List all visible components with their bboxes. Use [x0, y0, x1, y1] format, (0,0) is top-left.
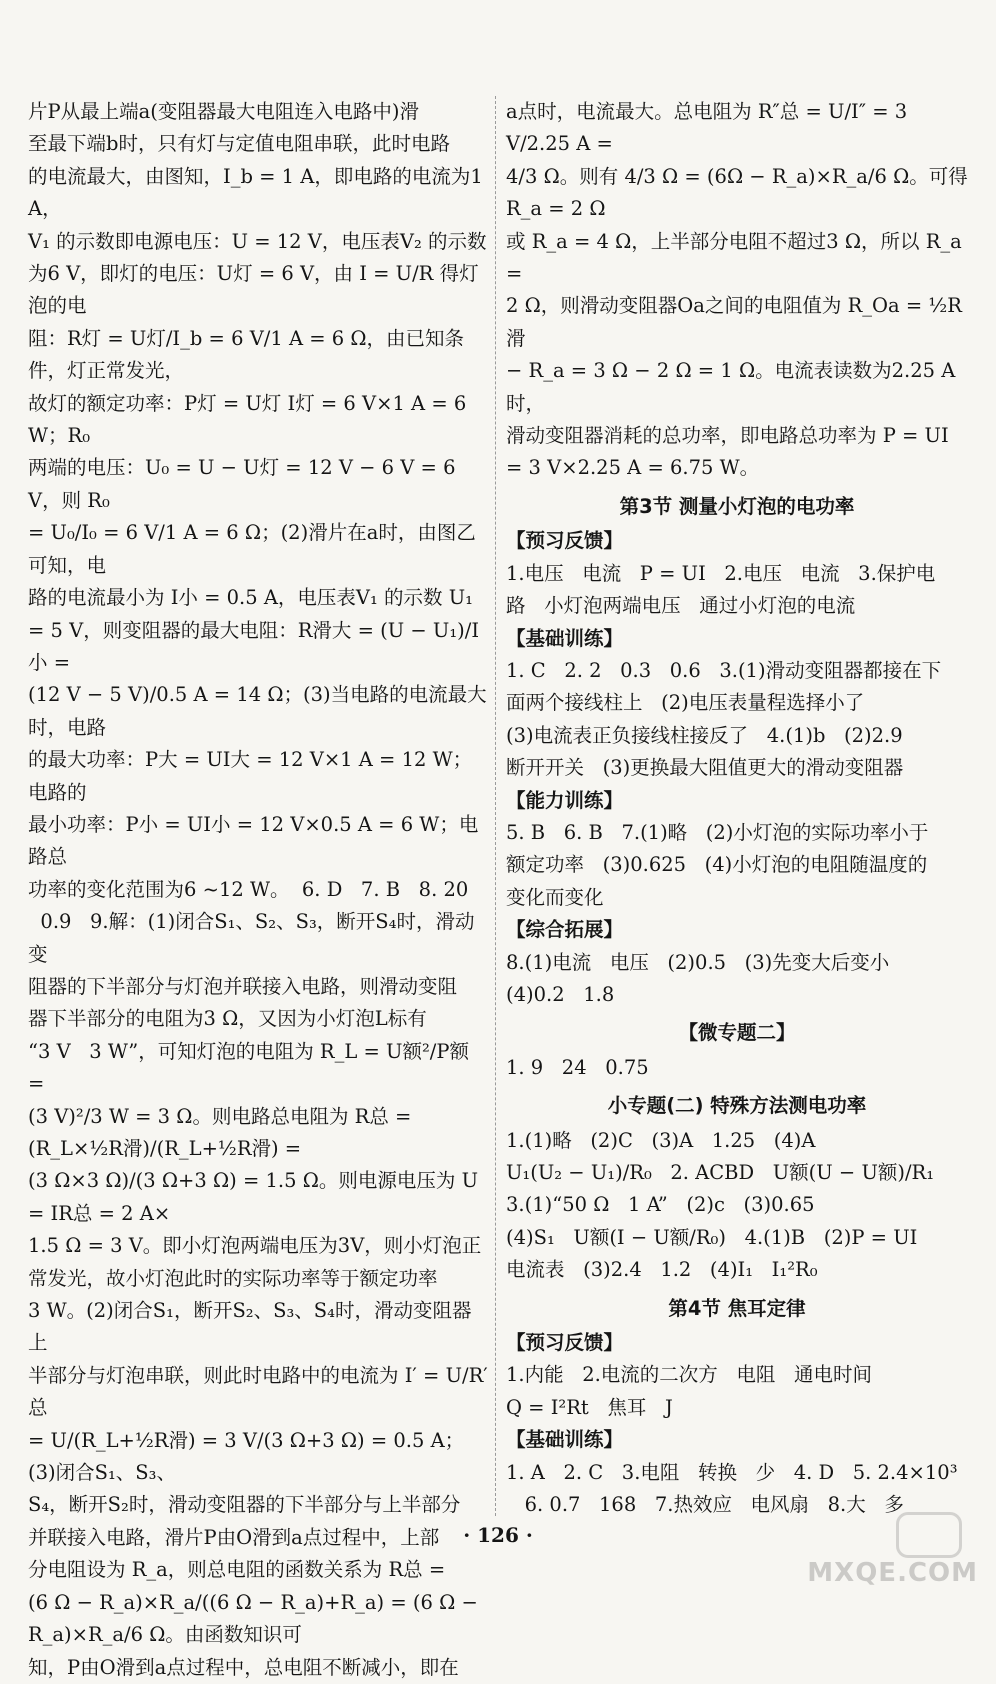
answer-line: 最小功率：P小 = UI小 = 12 V×0.5 A = 6 W；电路总	[28, 812, 479, 869]
answer-line: 1.电压 电流 P = UI 2.电压 电流 3.保护电	[506, 561, 936, 585]
answer-line: 变化而变化	[506, 885, 604, 909]
answer-line: 4/3 Ω。则有 4/3 Ω = (6Ω − R_a)×R_a/6 Ω。可得 R_a = 2 Ω	[506, 164, 974, 221]
s4-preview-answers	[506, 1359, 968, 1424]
answer-line: 电流表 (3)2.4 1.2 (4)I₁ I₁²R₀	[506, 1258, 818, 1282]
answer-line: 故灯的额定功率：P灯 = U灯 I灯 = 6 V×1 A = 6 W；R₀	[28, 391, 473, 448]
answer-line: (4)S₁ U额(I − U额/R₀) 4.(1)B (2)P = UI	[506, 1225, 918, 1249]
answer-line: 3.(1)“50 Ω 1 A” (2)c (3)0.65	[506, 1193, 815, 1217]
answer-line: (3)电流表正负接线柱接反了 4.(1)b (2)2.9	[506, 723, 903, 747]
answer-line: 或 R_a = 4 Ω，上半部分电阻不超过3 Ω，所以 R_a =	[506, 229, 968, 286]
answer-line: 知，P由O滑到a点过程中，总电阻不断减小，即在	[28, 1655, 459, 1679]
answer-line: 0.9 9.解：(1)闭合S₁、S₂、S₃，断开S₄时，滑动变	[28, 910, 475, 966]
answer-line: 面两个接线柱上 (2)电压表量程选择小了	[506, 691, 865, 715]
micro-topic-answers	[506, 1052, 968, 1084]
section-3-title: 第3节 测量小灯泡的电功率	[619, 494, 855, 518]
answer-line: 分电阻设为 R_a，则总电阻的函数关系为 R总 =	[28, 1558, 446, 1582]
answer-line: 并联接入电路，滑片P由O滑到a点过程中，上部	[28, 1525, 440, 1549]
small-topic-answers	[506, 1125, 968, 1287]
answer-line: 片P从最上端a(变阻器最大电阻连入电路中)滑	[28, 100, 419, 123]
answer-line: 1.(1)略 (2)C (3)A 1.25 (4)A	[506, 1128, 816, 1152]
answer-line: (4)0.2 1.8	[506, 982, 615, 1006]
s3-extension-answers	[506, 947, 968, 1012]
answer-line: = U₀/I₀ = 6 V/1 A = 6 Ω；(2)滑片在a时，由图乙可知，电	[28, 521, 476, 577]
answer-line: Q = I²Rt 焦耳 J	[506, 1395, 673, 1419]
answer-line: 1.5 Ω = 3 V。即小灯泡两端电压为3V，则小灯泡正	[28, 1234, 482, 1258]
answer-line: 常发光，故小灯泡此时的实际功率等于额定功率	[28, 1266, 438, 1290]
answer-line: 滑动变阻器消耗的总功率，即电路总功率为 P = UI	[506, 424, 949, 448]
answer-line: 1.内能 2.电流的二次方 电阻 通电时间	[506, 1363, 872, 1387]
right-intro-text	[506, 96, 974, 485]
answer-line: = 5 V，则变阻器的最大电阻：R滑大 = (U − U₁)/I小 =	[28, 618, 480, 674]
s3-extension-tag: 【综合拓展】	[506, 918, 624, 942]
answer-line: 路的电流最小为 I小 = 0.5 A，电压表V₁ 的示数 U₁	[28, 586, 473, 610]
watermark-text: MXQE.COM	[807, 1558, 978, 1588]
answer-line: − R_a = 3 Ω − 2 Ω = 1 Ω。电流表读数为2.25 A时，	[506, 359, 956, 415]
answer-line: “3 V 3 W”，可知灯泡的电阻为 R_L = U额²/P额 =	[28, 1039, 476, 1096]
s3-basic-tag: 【基础训练】	[506, 626, 624, 650]
answer-line: 5. B 6. B 7.(1)略 (2)小灯泡的实际功率小于	[506, 820, 929, 844]
answer-line: (3 Ω×3 Ω)/(3 Ω+3 Ω) = 1.5 Ω。则电源电压为 U = IR总 = 2 A×	[28, 1169, 485, 1225]
answer-line: 至最下端b时，只有灯与定值电阻串联，此时电路	[28, 132, 450, 156]
answer-line: 为6 V，即灯的电压：U灯 = 6 V，由 I = U/R 得灯泡的电	[28, 262, 479, 318]
micro-topic-title: 【微专题二】	[678, 1021, 796, 1045]
answer-line: 路 小灯泡两端电压 通过小灯泡的电流	[506, 594, 856, 618]
answer-line: = 3 V×2.25 A = 6.75 W。	[506, 456, 760, 480]
s4-basic-answers	[506, 1457, 968, 1522]
answer-line: 断开开关 (3)更换最大阻值更大的滑动变阻器	[506, 756, 904, 780]
answer-line: S₄，断开S₂时，滑动变阻器的下半部分与上半部分	[28, 1493, 461, 1517]
s3-ability-answers	[506, 817, 968, 914]
answer-line: (3 V)²/3 W = 3 Ω。则电路总电阻为 R总 = (R_L×½R滑)/(R_L+½R滑) =	[28, 1104, 418, 1160]
answer-line: 阻器的下半部分与灯泡并联接入电路，则滑动变阻	[28, 974, 458, 998]
answer-line: V₁ 的示数即电源电压：U = 12 V，电压表V₂ 的示数	[28, 229, 487, 253]
answer-line: 额定功率 (3)0.625 (4)小灯泡的电阻随温度的	[506, 853, 928, 877]
answer-line: 的电流最大，由图知，I_b = 1 A，即电路的电流为1 A，	[28, 164, 489, 221]
right-column	[506, 96, 974, 1521]
answer-line: 1. C 2. 2 0.3 0.6 3.(1)滑动变阻器都接在下	[506, 658, 942, 682]
answer-line: (12 V − 5 V)/0.5 A = 14 Ω；(3)当电路的电流最大时，电路	[28, 683, 487, 739]
watermark-logo	[807, 1514, 984, 1594]
s4-preview-tag: 【预习反馈】	[506, 1331, 624, 1355]
left-column	[28, 96, 488, 1684]
answer-line: 1. 9 24 0.75	[506, 1055, 649, 1079]
answer-line: 的最大功率：P大 = UI大 = 12 V×1 A = 12 W；电路的	[28, 748, 473, 804]
answer-line: = U/(R_L+½R滑) = 3 V/(3 Ω+3 Ω) = 0.5 A；(3)闭合S₁、S₃、	[28, 1428, 465, 1485]
answer-line: 1. A 2. C 3.电阻 转换 少 4. D 5. 2.4×10³	[506, 1460, 958, 1484]
s3-basic-answers	[506, 655, 968, 785]
answer-line: 8.(1)电流 电压 (2)0.5 (3)先变大后变小	[506, 950, 890, 974]
column-divider	[495, 96, 496, 1516]
s3-preview-tag: 【预习反馈】	[506, 529, 624, 553]
answer-line: 功率的变化范围为6 ~12 W。 6. D 7. B 8. 20	[28, 877, 469, 901]
answer-line: U₁(U₂ − U₁)/R₀ 2. ACBD U额(U − U额)/R₁	[506, 1161, 935, 1184]
answer-line: a点时，电流最大。总电阻为 R″总 = U/I″ = 3 V/2.25 A =	[506, 100, 914, 156]
answer-line: 3 W。(2)闭合S₁，断开S₂、S₃、S₄时，滑动变阻器上	[28, 1299, 472, 1355]
s3-ability-tag: 【能力训练】	[506, 788, 624, 812]
answer-line: 器下半部分的电阻为3 Ω，又因为小灯泡L标有	[28, 1007, 427, 1031]
s4-basic-tag: 【基础训练】	[506, 1428, 624, 1452]
answer-line: 2 Ω，则滑动变阻器Oa之间的电阻值为 R_Oa = ½R滑	[506, 294, 962, 350]
answer-line: (6 Ω − R_a)×R_a/((6 Ω − R_a)+R_a) = (6 Ω − R_a)×R_a/6 Ω。由函数知识可	[28, 1590, 484, 1647]
answer-line: 半部分与灯泡串联，则此时电路中的电流为 I′ = U/R′总	[28, 1363, 488, 1420]
answer-line: 阻：R灯 = U灯/I_b = 6 V/1 A = 6 Ω，由已知条件，灯正常发光，	[28, 326, 465, 383]
answer-line: 6. 0.7 168 7.热效应 电风扇 8.大 多	[506, 1493, 904, 1517]
small-topic-title: 小专题(二) 特殊方法测电功率	[607, 1094, 867, 1118]
answer-line: 两端的电压：U₀ = U − U灯 = 12 V − 6 V = 6 V，则 R₀	[28, 456, 462, 512]
watermark-badge-icon	[896, 1512, 962, 1558]
section-4-title: 第4节 焦耳定律	[668, 1296, 806, 1320]
s3-preview-answers	[506, 558, 968, 623]
page-number: · 126 ·	[463, 1523, 533, 1547]
